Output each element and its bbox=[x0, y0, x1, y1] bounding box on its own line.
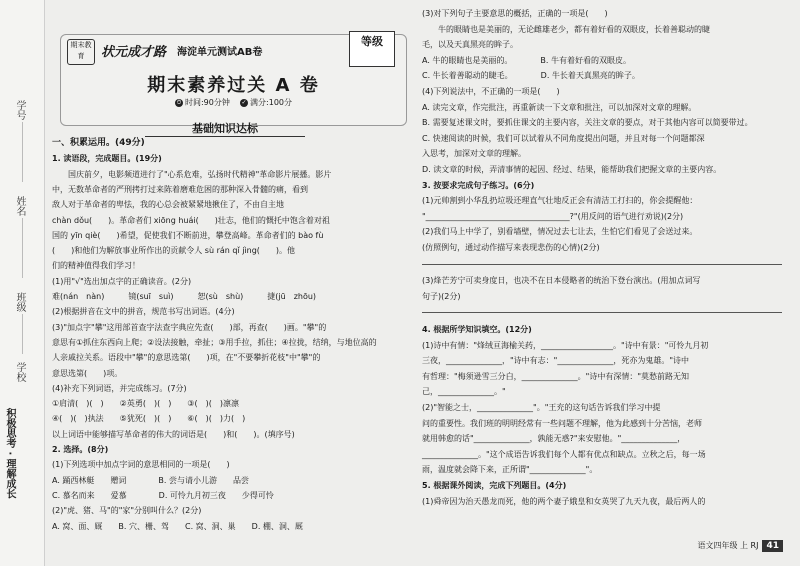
binding-spine bbox=[0, 0, 45, 566]
section-banner: 基础知识达标 bbox=[145, 120, 305, 137]
question-line: 意思有①抓住东西向上爬；②设法接触，牵扯；③用手拉，抓住；④拉拢，结纳，与地位高的 bbox=[52, 337, 377, 347]
paper-meta bbox=[61, 97, 406, 108]
question-line: A. 牛的眼睛也是美丽的。 B. 牛有着好看的双眼皮。 bbox=[422, 55, 631, 65]
grade-label: 等级 bbox=[361, 35, 383, 48]
brand-name: 状元成才路 bbox=[101, 45, 167, 60]
question-line: 意思选第( )项。 bbox=[52, 368, 123, 378]
question-line: 国庆前夕，电影频道进行了"心系危难，弘扬时代精神"革命影片展播。影片 bbox=[52, 169, 332, 179]
question-line: (仿照例句，通过动作描写来表现悲伤的心情)(2分) bbox=[422, 243, 600, 252]
publisher-logo: 期末教育 bbox=[67, 39, 95, 65]
time-limit: 时间:90分钟 bbox=[184, 98, 230, 107]
question-line: ①肩清( )( ) ②英勇( )( ) ③( )( )凛凛 bbox=[52, 399, 239, 409]
answer-line[interactable] bbox=[422, 264, 782, 265]
question-line: (3)对下列句子主要意思的概括，正确的一项是( ) bbox=[422, 9, 608, 18]
spine-label-student-id: 学号 bbox=[14, 100, 25, 120]
question-heading: 4. 根据所学知识填空。(12分) bbox=[422, 325, 532, 334]
question-line: 三夜，______________，"诗中有志："______________，死亦为鬼雄。"诗中 bbox=[422, 356, 690, 366]
question-line: D. 读文章的时候，弄清事情的起因、经过、结果，能帮助我们把握文章的主要内容。 bbox=[422, 165, 722, 174]
spine-label-name: 姓名 bbox=[14, 196, 25, 216]
question-line: 己，______________。" bbox=[422, 387, 506, 397]
question-line: ( )和他们为解放事业所作出的贡献令人 sù rán qǐ jìng( )。他 bbox=[52, 246, 296, 256]
question-line: (2)"智能之士，______________"。"王充的这句话告诉我们学习中提 bbox=[422, 403, 661, 412]
question-heading: 1. 读语段，完成题目。(19分) bbox=[52, 154, 162, 164]
question-line: (1)用"√"选出加点字的正确读音。(2分) bbox=[52, 276, 192, 286]
spine-label-school: 学校 bbox=[14, 362, 25, 382]
question-line: 就用韩愈的话"______________，孰能无惑?"来安慰他。"______________， bbox=[422, 434, 686, 444]
question-line: 牛的眼睛也是美丽的，无论雌雄老少，都有着好看的双眼皮，长着善聪动的睫 bbox=[422, 24, 710, 34]
question-heading: 3. 按要求完成句子练习。(6分) bbox=[422, 180, 535, 190]
page-footer bbox=[697, 540, 783, 552]
question-line: (1)元帅割到小华乱扔垃圾还理直气壮地反正会有清洁工打扫的，你会提醒他： bbox=[422, 196, 698, 206]
question-line: ④( )( )执法 ⑤犹死( )( ) ⑥( )( )力( ) bbox=[52, 414, 246, 424]
question-line: (2)根据拼音在文中的拼音，规范书写出词语。(4分) bbox=[52, 307, 235, 317]
question-line: ______________。"这个成语告诉我们每个人都有优点和缺点。立秋之后，每一场 bbox=[422, 449, 706, 459]
question-line: 以上词语中能够描写革命者的伟大的词语是( )和( )。(填序号) bbox=[52, 429, 295, 439]
question-line: 入思考，加深对文章的理解。 bbox=[422, 149, 526, 159]
page-number: 41 bbox=[762, 540, 783, 552]
question-line: 们的精神值得我们学习！ bbox=[52, 261, 140, 271]
spine-fill-line bbox=[22, 122, 23, 182]
question-line: 雨，温度就会降下来，正所谓"______________"。 bbox=[422, 465, 598, 475]
question-line: (2)"虎、猪、马"的"家"分别叫什么？(2分) bbox=[52, 506, 202, 516]
question-heading: 一、积累运用。(49分) bbox=[52, 138, 145, 148]
question-line: C. 牛长着善聪动的睫毛。 D. 牛长着天真黑亮的眸子。 bbox=[422, 71, 640, 81]
question-line: A. 读完文章，作完批注，再重新读一下文章和批注，可以加深对文章的理解。 bbox=[422, 102, 697, 112]
question-line: (2)我们马上中学了，别看墙壁，情况过去七让去，生怕它们看见了会送过来。 bbox=[422, 227, 698, 237]
question-line: chàn dǒu( )。革命者们 xiōng huái( )壮志，他们的慨托中饱含着对祖 bbox=[52, 215, 330, 225]
clock-icon: ⏱ bbox=[176, 98, 182, 106]
question-line: B. 需要复述课文时，要抓住课文的主要内容，关注文章的要点，对于其他内容可以简要带过。 bbox=[422, 118, 753, 128]
question-line: 难(nán nàn) 镜(suī suì) 恕(sù shù) 捷(jū zhōu) bbox=[52, 292, 317, 301]
question-line: C. 快速阅读的时候，我们可以试着从不同角度提出问题，并且对每一个问题都深 bbox=[422, 133, 705, 143]
answer-line[interactable] bbox=[422, 312, 782, 313]
spine-fill-line bbox=[22, 314, 23, 354]
question-heading: 2. 选择。(8分) bbox=[52, 445, 109, 454]
spine-label-class: 班级 bbox=[14, 292, 25, 312]
question-line: 国的 yīn qiè( )希望，促使我们不断前进，攀登高峰。革命者们的 bào fù bbox=[52, 230, 324, 240]
footer-text: 语文四年级 上 RJ bbox=[697, 541, 759, 550]
question-line: "____________________________________?"(用反问的语气进行劝说)(2分) bbox=[422, 211, 684, 221]
question-line: 有哲理："梅须逊雪三分白，______________。"诗中有深情："莫愁前路无知 bbox=[422, 371, 690, 381]
left-column bbox=[50, 0, 412, 566]
question-line: (1)舜帝因为治天愚龙而死，他的两个妻子娥皇和女英哭了九天九夜，最后两人的 bbox=[422, 496, 706, 506]
paper-title: 期末素养过关 A 卷 bbox=[147, 75, 320, 96]
question-line: A. 踊西林艇 赠词 B. 尝与请小儿游 品尝 bbox=[52, 475, 249, 485]
grade-box bbox=[349, 31, 395, 67]
question-line: 敌人对于革命者的卑怯，我的心总会被紧紧地揪住了，不由自主地 bbox=[52, 200, 284, 210]
question-line: (4)下列说法中，不正确的一项是( ) bbox=[422, 87, 560, 96]
question-line: (4)补充下列词语，并完成练习。(7分) bbox=[52, 383, 187, 393]
question-line: C. 慕名而来 爱慕 D. 可怜九月初三夜 少得可怜 bbox=[52, 490, 274, 500]
question-line: (3)烽芒芳宁可卖身度日，也决不在日本侵略者的统治下登台演出。(用加点词写 bbox=[422, 276, 701, 286]
question-line: 人亲戚拉关系。语段中"攀"的意思选第( )项，在"不要攀折花枝"中"攀"的 bbox=[52, 353, 321, 363]
question-line: (3)"加点字"攀"这用部首查字法查字典应先查( )部，再查( )画。"攀"的 bbox=[52, 322, 327, 332]
question-line: (1)下列选项中加点字词的意思相同的一项是( ) bbox=[52, 460, 230, 470]
spine-fill-line bbox=[22, 218, 23, 278]
question-line: A. 窝、面、厩 B. 穴、栅、驾 C. 窝、洞、巢 D. 棚、洞、厩 bbox=[52, 521, 303, 531]
question-line: 中，无数革命者的严刑拷打过来陈着磨难危困的那种深入骨髓的痛，看到 bbox=[52, 184, 308, 194]
question-line: 句子)(2分) bbox=[422, 291, 461, 301]
spine-motto: 积极思考 · 理解成长 bbox=[4, 408, 15, 499]
score-icon: ✓ bbox=[241, 98, 247, 106]
question-heading: 5. 根据课外阅读，完成下列题目。(4分) bbox=[422, 481, 567, 490]
question-line: 毛，以及天真黑亮的眸子。 bbox=[422, 40, 518, 50]
series-name: 海淀单元测试AB卷 bbox=[177, 47, 263, 58]
right-column bbox=[418, 0, 793, 566]
full-score: 满分:100分 bbox=[250, 98, 292, 107]
paper-header bbox=[60, 34, 407, 126]
question-line: 问的重要性。我们班的明明经常有一些问题不理解，他为此感到十分苦恼，老师 bbox=[422, 418, 702, 428]
question-line: (1)诗中有情："烽绒亘海榆关药，__________________。"诗中有景："可怜九月初 bbox=[422, 340, 709, 350]
